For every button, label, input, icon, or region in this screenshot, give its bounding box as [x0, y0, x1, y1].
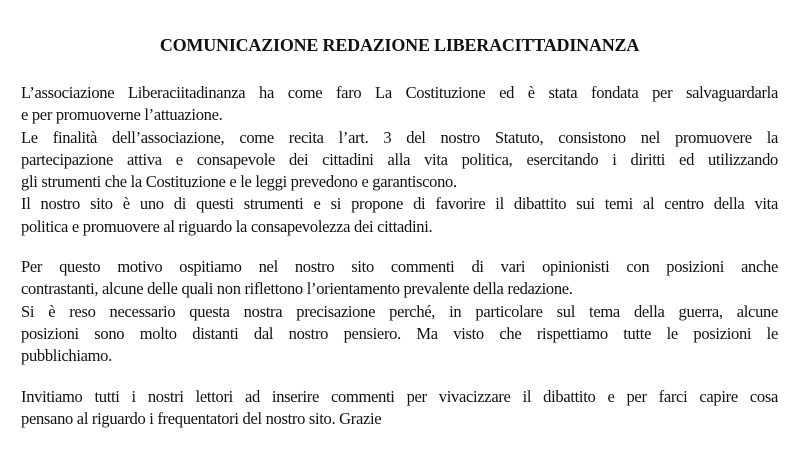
document-title: COMUNICAZIONE REDAZIONE LIBERACITTADINANZA	[159, 35, 640, 55]
text-line: gli strumenti che la Costituzione e le leggi prevedono e garantiscono.	[21, 172, 457, 192]
text-line: L’associazione Liberaciitadinanza ha come faro La Costituzione ed è stata fondata per salvaguardarla	[21, 83, 778, 102]
text-line: Invitiamo tutti i nostri lettori ad inserire commenti per vivacizzare il dibattito e per farci capire cosa	[21, 386, 778, 406]
text-line: pensano al riguardo i frequentatori del nostro sito. Grazie	[21, 408, 382, 428]
document-body	[21, 83, 778, 431]
text-line: partecipazione attiva e consapevole dei cittadini alla vita politica, esercitando i diritti ed utilizzando	[21, 149, 778, 169]
text-line: Per questo motivo ospitiamo nel nostro sito commenti di vari opinionisti con posizioni anche	[21, 257, 778, 277]
text-line: pubblichiamo.	[21, 346, 112, 366]
text-line: Le finalità dell’associazione, come recita l’art. 3 del nostro Statuto, consistono nel promuovere la	[21, 127, 778, 147]
text-line: e per promuoverne l’attuazione.	[21, 105, 223, 125]
text-line: politica e promuovere al riguardo la consapevolezza dei cittadini.	[21, 216, 433, 236]
text-line: Si è reso necessario questa nostra precisazione perché, in particolare sul tema della guerra, alcune	[21, 301, 778, 321]
text-line: Il nostro sito è uno di questi strumenti e si propone di favorire il dibattito sui temi al centro della vita	[21, 194, 778, 214]
paragraph-spacer	[21, 239, 778, 257]
text-line: posizioni sono molto distanti dal nostro pensiero. Ma visto che rispettiamo tutte le posizioni le	[21, 323, 778, 343]
paragraph-spacer	[21, 369, 778, 387]
text-line: contrastanti, alcune delle quali non riflettono l’orientamento prevalente della redazione.	[21, 279, 573, 299]
